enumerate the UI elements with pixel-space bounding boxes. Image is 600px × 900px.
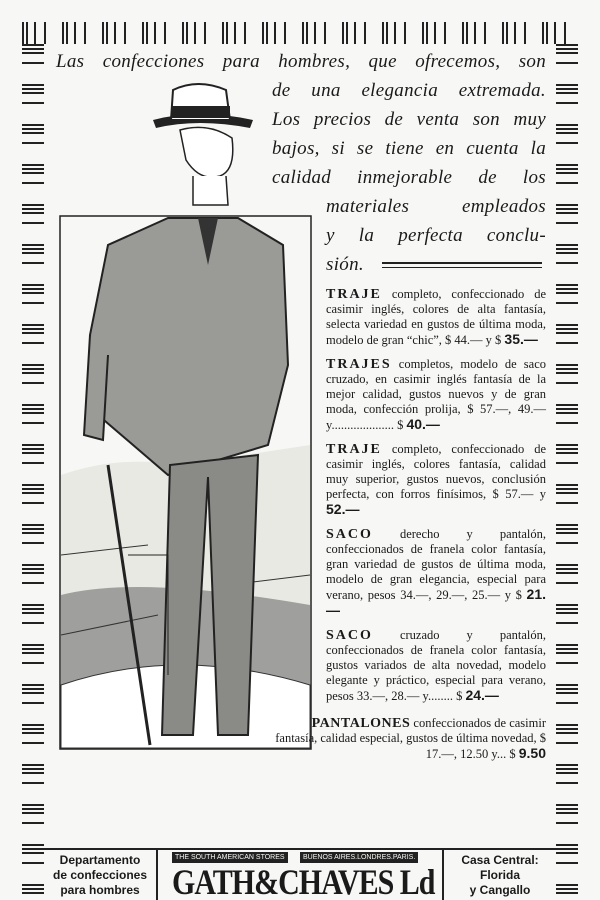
item-description: derecho y pantalón, confeccionados de franela color fantasía, gran variedad de gustos de última moda, modelo de gran elegancia, especial para verano, pesos 34.—, 29.—, 25.— y $ — [326, 527, 546, 602]
price-item — [326, 442, 546, 518]
price-item-pantalones — [272, 716, 546, 762]
store-logo — [156, 850, 444, 900]
intro-line: Las confecciones para hombres, que ofrecemos, son — [56, 51, 546, 72]
department-info — [44, 850, 156, 900]
item-price: 52.— — [326, 501, 360, 517]
logo-tagline-right: BUENOS AIRES.LONDRES.PARIS. — [300, 852, 418, 863]
item-price: 9.50 — [518, 745, 546, 761]
intro-line: bajos, si se tiene en cuenta la — [272, 138, 546, 159]
decorative-border-top — [22, 22, 578, 44]
price-item — [326, 287, 546, 348]
item-price: 40.— — [406, 416, 440, 432]
price-item — [326, 527, 546, 619]
decorative-border-left — [22, 44, 44, 900]
intro-line: calidad inmejorable de los — [272, 167, 546, 188]
item-description: completos, modelo de saco cruzado, en casimir inglés fantasía de la mejor calidad, gustos nuevos y de gran moda, confección prolija, $ 57.—, 49.— y.................... $ — [326, 357, 546, 432]
department-line: de confecciones — [52, 868, 148, 882]
department-line: Departamento — [59, 853, 141, 867]
man-head-illustration — [58, 80, 270, 215]
item-price: 24.— — [465, 687, 499, 703]
logo-wordmark: GATH&CHAVES Ld — [172, 862, 435, 900]
intro-line: materiales empleados — [326, 196, 546, 217]
intro-line: de una elegancia extremada. — [272, 80, 546, 101]
address-info — [444, 850, 556, 900]
item-heading: PANTALONES — [311, 716, 411, 731]
address-line: y Cangallo — [469, 883, 531, 897]
item-price: 35.— — [504, 331, 538, 347]
intro-line: y la perfecta conclu- — [326, 225, 546, 246]
divider-rule — [382, 262, 542, 268]
intro-text — [56, 47, 546, 76]
intro-text-block — [272, 76, 546, 192]
item-description: confeccionados de casimir fantasía, calidad especial, gustos de última novedad, $ 17.—, 12.50 y... $ — [275, 716, 546, 761]
department-line: para hombres — [60, 883, 140, 897]
item-heading: TRAJES — [326, 357, 392, 372]
intro-line: sión. — [326, 254, 364, 275]
logo-tagline-left: THE SOUTH AMERICAN STORES — [172, 852, 288, 863]
footer — [44, 848, 556, 900]
intro-line: Los precios de venta son muy — [272, 109, 546, 130]
item-description: completo, confeccionado de casimir inglés, colores de alta fantasía, selecta variedad en gustos de última moda, modelo de gran “chic”, $ 44.— y $ — [326, 287, 546, 347]
item-price: 21.— — [326, 586, 546, 618]
address-line: Florida — [479, 868, 520, 882]
address-line: Casa Central: — [461, 853, 539, 867]
price-list — [272, 287, 546, 762]
item-heading: TRAJE — [326, 442, 382, 457]
item-description: cruzado y pantalón, confeccionados de franela color fantasía, gustos variados de alta novedad, modelo elegante y práctico, especial para verano, pesos 33.—, 28.— y........ $ — [326, 628, 546, 703]
item-description: completo, confeccionado de casimir inglés, colores fantasía, calidad muy superior, gustos nuevos, conclusión perfecta, con forros finísimos, $ 57.— y — [326, 442, 546, 501]
item-heading: SACO — [326, 527, 373, 542]
decorative-border-right — [556, 44, 578, 900]
price-item — [326, 628, 546, 704]
item-heading: SACO — [326, 628, 373, 643]
item-heading: TRAJE — [326, 287, 382, 302]
price-item — [326, 357, 546, 433]
